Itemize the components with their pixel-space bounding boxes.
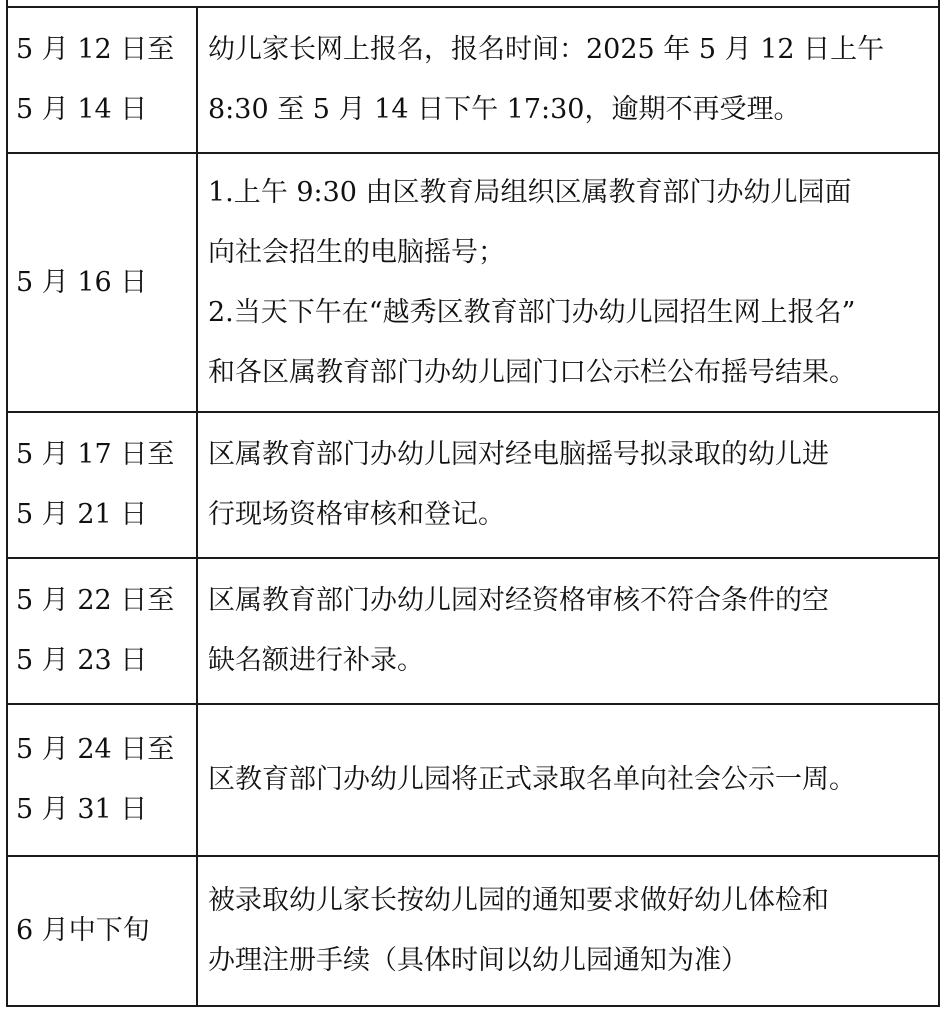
- description-cell: [197, 558, 939, 704]
- date-line: 5 月 12 日至: [16, 34, 175, 65]
- date-line: 5 月 16 日: [16, 266, 148, 298]
- enrollment-schedule-table: [6, 6, 940, 1007]
- date-cell: [7, 704, 197, 856]
- description-line: 和各区属教育部门办幼儿园门口公示栏公布摇号结果。: [208, 356, 856, 388]
- table-row: [7, 7, 939, 153]
- table-row: [7, 856, 939, 1006]
- description-cell: [197, 412, 939, 558]
- date-line: 5 月 14 日: [16, 94, 148, 125]
- date-line: 5 月 17 日至: [16, 439, 175, 470]
- description-line: 区属教育部门办幼儿园对经电脑摇号拟录取的幼儿进: [208, 439, 829, 470]
- description-line: 缺名额进行补录。: [208, 645, 424, 676]
- date-line: 5 月 22 日至: [16, 585, 175, 616]
- date-cell: [7, 7, 197, 153]
- date-line: 5 月 23 日: [16, 645, 148, 676]
- description-line: 向社会招生的电脑摇号；: [208, 236, 505, 268]
- date-cell: [7, 153, 197, 412]
- date-cell: [7, 412, 197, 558]
- date-cell: [7, 856, 197, 1006]
- description-line: 区属教育部门办幼儿园对经资格审核不符合条件的空: [208, 585, 829, 616]
- description-cell: [197, 856, 939, 1006]
- date-line: 5 月 24 日至: [16, 734, 175, 765]
- table-row: [7, 412, 939, 558]
- table-row: [7, 153, 939, 412]
- table-row: [7, 704, 939, 856]
- description-line: 8:30 至 5 月 14 日下午 17:30，逾期不再受理。: [208, 94, 801, 125]
- date-line: 5 月 21 日: [16, 499, 148, 530]
- table-row: [7, 558, 939, 704]
- description-cell: [197, 7, 939, 153]
- description-line: 1.上午 9:30 由区教育局组织区属教育部门办幼儿园面: [208, 176, 852, 208]
- description-line: 被录取幼儿家长按幼儿园的通知要求做好幼儿体检和: [208, 885, 829, 916]
- description-cell: [197, 704, 939, 856]
- description-cell: [197, 153, 939, 412]
- description-line: 幼儿家长网上报名，报名时间：2025 年 5 月 12 日上午: [208, 34, 885, 65]
- description-line: 办理注册手续（具体时间以幼儿园通知为准）: [208, 945, 748, 976]
- date-cell: [7, 558, 197, 704]
- description-line: 行现场资格审核和登记。: [208, 499, 505, 530]
- description-line: 2.当天下午在“越秀区教育部门办幼儿园招生网上报名”: [208, 296, 856, 328]
- date-line: 6 月中下旬: [16, 915, 150, 946]
- date-line: 5 月 31 日: [16, 794, 148, 825]
- description-line: 区教育部门办幼儿园将正式录取名单向社会公示一周。: [208, 764, 856, 795]
